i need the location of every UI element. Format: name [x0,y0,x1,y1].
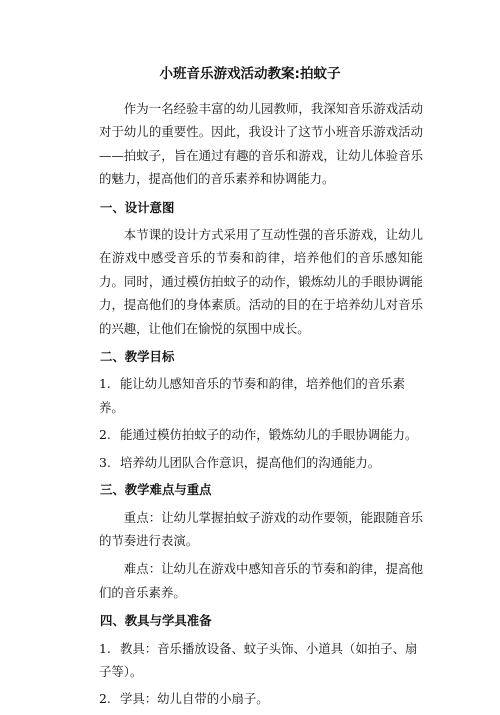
document-body [99,97,423,715]
materials-item [99,637,423,688]
difficulty-paragraph: 难点：让幼儿在游戏中感知音乐的节奏和韵律，提高他们的音乐素养。 [99,561,423,600]
goal-item-text: 能通过模仿拍蚊子的动作，锻炼幼儿的手眼协调能力。 [120,427,418,443]
goal-item-number: 1. [99,376,111,392]
materials-item-text: 学具：幼儿自带的小扇子。 [120,691,269,707]
goal-item-text: 培养幼儿团队合作意识，提高他们的沟通能力。 [120,454,381,470]
section-heading-key-points: 三、教学难点与重点 [100,482,212,498]
document-title: 小班音乐游戏活动教案:拍蚊子 [159,66,341,82]
goal-item-number: 3. [99,454,111,470]
goal-item-number: 2. [99,427,111,443]
section-heading-design-intent: 一、设计意图 [100,199,175,215]
goal-item-text: 能让幼儿感知音乐的节奏和韵律，培养他们的音乐素养。 [99,376,405,415]
goal-item [99,372,423,423]
intro-paragraph: 作为一名经验丰富的幼儿园教师，我深知音乐游戏活动对于幼儿的重要性。因此，我设计了这节小班音乐游戏活动——拍蚊子，旨在通过有趣的音乐和游戏，让幼儿体验音乐的魅力，提高他们的音乐素养和协调能力。 [99,101,423,187]
section-heading-materials: 四、教具与学具准备 [100,613,212,629]
materials-item [99,687,423,714]
goal-item [99,423,423,450]
section-heading-teaching-goals: 二、教学目标 [100,349,175,365]
goal-item [99,451,423,478]
design-intent-paragraph: 本节课的设计方式采用了互动性强的音乐游戏，让幼儿在游戏中感受音乐的节奏和韵律，培养他们的音乐感知能力。同时，通过模仿拍蚊子的动作，锻炼幼儿的手眼协调能力，提高他们的身体素质。活动的目的在于培养幼儿对音乐的兴趣，让他们在愉悦的氛围中成长。 [99,227,423,336]
key-point-paragraph: 重点：让幼儿掌握拍蚊子游戏的动作要领，能跟随音乐的节奏进行表演。 [99,509,423,548]
materials-item-number: 1. [99,640,111,656]
materials-item-number: 2. [99,691,111,707]
materials-item-text: 教具：音乐播放设备、蚊子头饰、小道具（如拍子、扇子等）。 [99,640,418,679]
